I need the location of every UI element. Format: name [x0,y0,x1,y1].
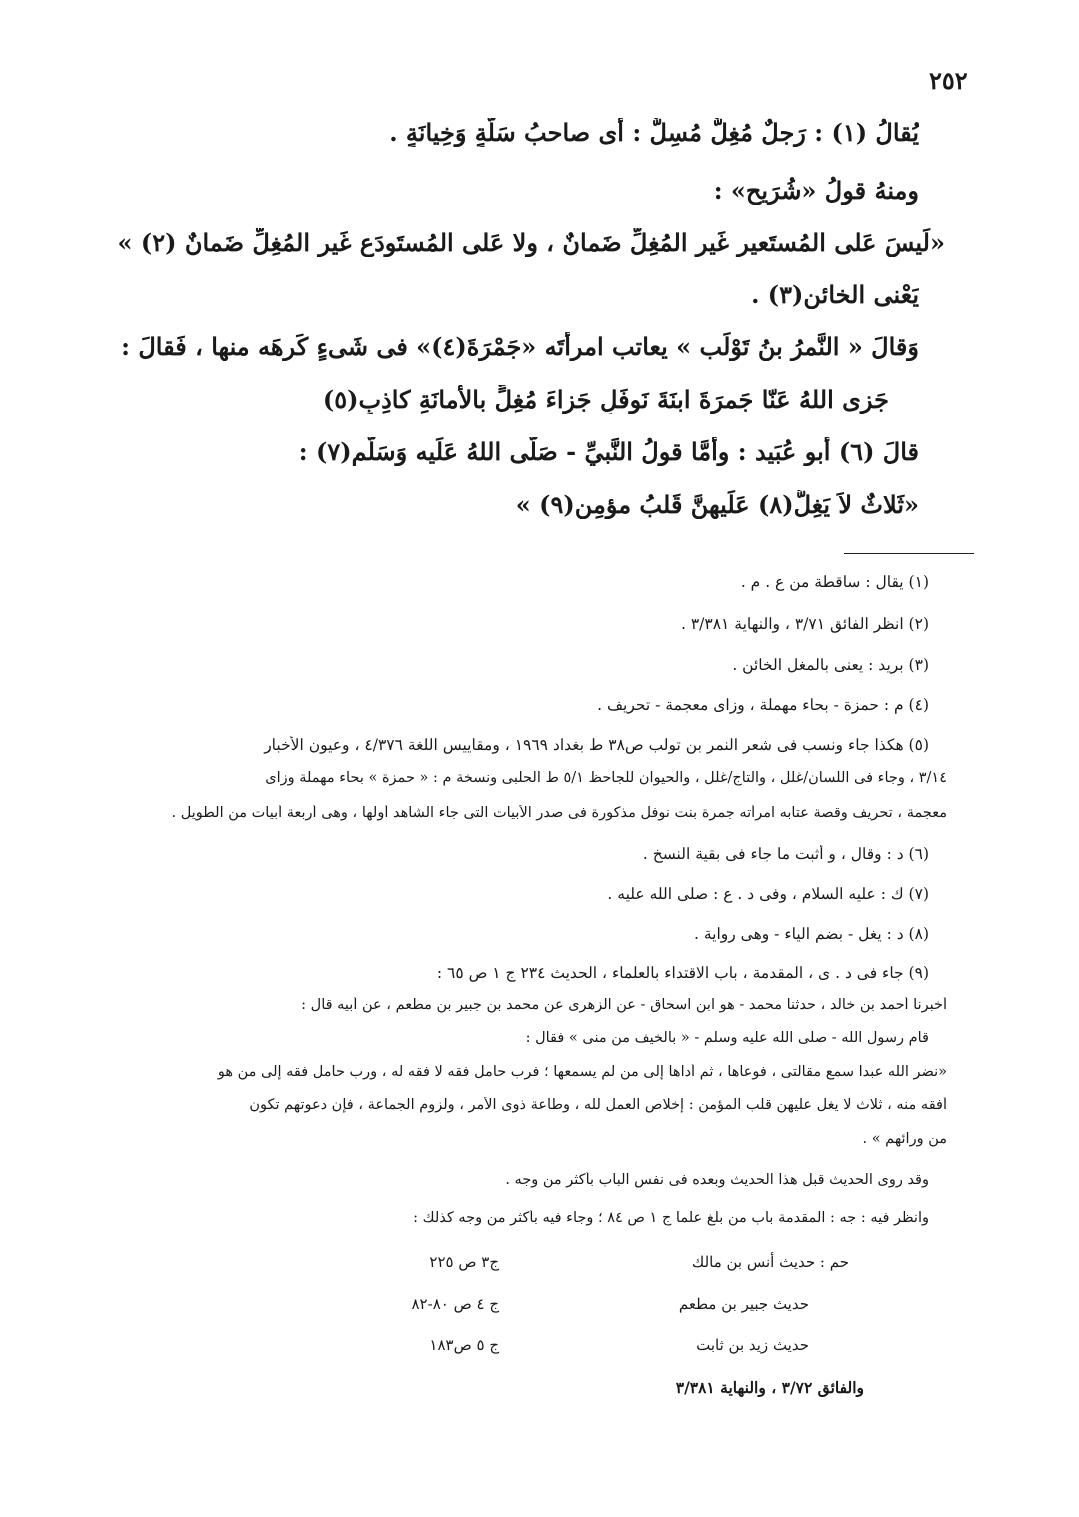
body-line-3: «لَيسَ عَلى المُستَعيرِ غَيرِ المُغِلِّ ضَمانٌ ، ولا عَلى المُستَودَعِ غَيرِ المُغِلِّ ضَمانٌ (٢) » [117,228,945,257]
ref-3-location: ج ٥ ص١٨٣ [429,1336,499,1354]
hadith-isnad-line-2: قام رسول الله - صلى الله عليه وسلم - « بالخيف من منى » فقال : [525,1030,929,1046]
footnote-7: (٧) ك : عليه السلام ، وفى د . ع : صلى الله عليه . [607,885,929,903]
body-line-2: ومنهُ قولُ «شُرَيح» : [713,176,919,205]
ref-2-location: ج ٤ ص ٨٠-٨٢ [411,1295,499,1313]
ref-1-label: حم : حديث أنس بن مالك [691,1253,849,1271]
note-other-narrations: وقد روى الحديث قبل هذا الحديث وبعده فى نفس الباب بأكثر من وجه . [505,1172,929,1188]
ref-2-label: حديث جبير بن مطعم [678,1295,809,1313]
ref-3-label: حديث زيد بن ثابت [696,1336,809,1354]
final-reference-line: والفائق ٣/٧٢ ، والنهاية ٣/٣٨١ [675,1378,864,1397]
body-line-5: وَقالَ « النَّمرُ بنُ تَوْلَب » يعاتب امرأتَه «جَمْرَةَ(٤)» فى شَىءٍ كَرِهَه منها ، فَقالَ : [121,332,919,361]
ref-1-location: ج٣ ص ٢٢٥ [429,1253,499,1271]
footnote-1: (١) يقال : ساقطة من ع . م . [740,573,929,591]
hadith-text-line-3: من ورائهم » . [862,1131,947,1147]
footnote-8: (٨) د : يغل - بضم الياء - وهى رواية . [693,925,929,943]
footnote-2: (٢) انظر الفائق ٣/٧١ ، والنهاية ٣/٣٨١ . [680,615,929,633]
note-see-also: وانظر فيه : جه : المقدمة باب من بلغ علما ج ١ ص ٨٤ ؛ وجاء فيه بأكثر من وجه كذلك : [413,1210,929,1226]
body-line-1: يُقالُ (١) : رَجلٌ مُغِلٌّ مُسِلٌّ : أى صاحبُ سَلَّةٍ وَخِيانَةٍ . [389,118,919,147]
footnote-5-line-2: ٣/١٤ ، وجاء فى اللسان/غلل ، والتاج/غلل ، والحيوان للجاحظ ٥/١ ط الحلبى ونسخة م : « حمزة » بحاء مهملة وزاى [265,770,947,786]
footnote-5-line-3: معجمة ، تحريف وقصة عتابه امرأته جمرة بنت نوفل مذكورة فى صدر الأبيات التى جاء الشاهد أولها ، وهى أربعة أبيات من الطويل . [171,805,947,821]
page-number: ٢٥٢ [929,66,968,95]
footnote-3: (٣) بريد : يعنى بالمغل الخائن . [732,656,929,674]
body-line-8: «ثَلاثٌ لاَ يَغِلُّ(٨) عَلَيهنَّ قَلبُ مؤمِنٍ(٩) » [515,490,919,519]
footnote-9: (٩) جاء فى د . ى ، المقدمة ، باب الاقتداء بالعلماء ، الحديث ٢٣٤ ج ١ ص ٦٥ : [436,964,929,982]
hadith-text-line-2: أفقه منه ، ثلاث لا يغل عليهن قلب المؤمن : إخلاص العمل لله ، وطاعة ذوى الأمر ، ولزوم الجماعة ، فإن دعوتهم تكون [249,1097,947,1113]
footnote-6: (٦) د : وقال ، و أثبت ما جاء فى بقية النسخ . [642,845,929,863]
hadith-text-line-1: «نضر الله عبدا سمع مقالتى ، فوعاها ، ثم أداها إلى من لم يسمعها ؛ فرب حامل فقه لا فقه له ، ورب حامل فقه إلى من هو [217,1064,947,1080]
body-line-4: يَعْنى الخائن(٣) . [751,280,919,309]
footnote-5-line-1: (٥) هكذا جاء ونسب فى شعر النمر بن تولب ص٣٨ ط بغداد ١٩٦٩ ، ومقاييس اللغة ٤/٣٧٦ ، وعيون الأخبار [264,736,929,754]
body-line-7: قالَ (٦) أَبو عُبَيد : وأمَّا قولُ النَّبيِّ - صَلَّى اللهُ عَلَيه وَسَلَّم(٧) : [298,437,919,466]
hadith-isnad-line-1: أخبرنا أحمد بن خالد ، حدثنا محمد - هو ابن اسحاق - عن الزهرى عن محمد بن جبير بن مطعم ، عن أبيه قال : [301,997,947,1013]
footnote-4: (٤) م : حمزة - بحاء مهملة ، وزاى معجمة - تحريف . [597,696,929,714]
poem-verse: جَزى اللهُ عَنّا جَمرَةَ ابنَةَ نَوفَلٍ جَزاءَ مُغِلٍّ بالأَمانَةِ كاذِبِ(٥) [322,385,889,414]
footnote-divider [844,553,974,554]
